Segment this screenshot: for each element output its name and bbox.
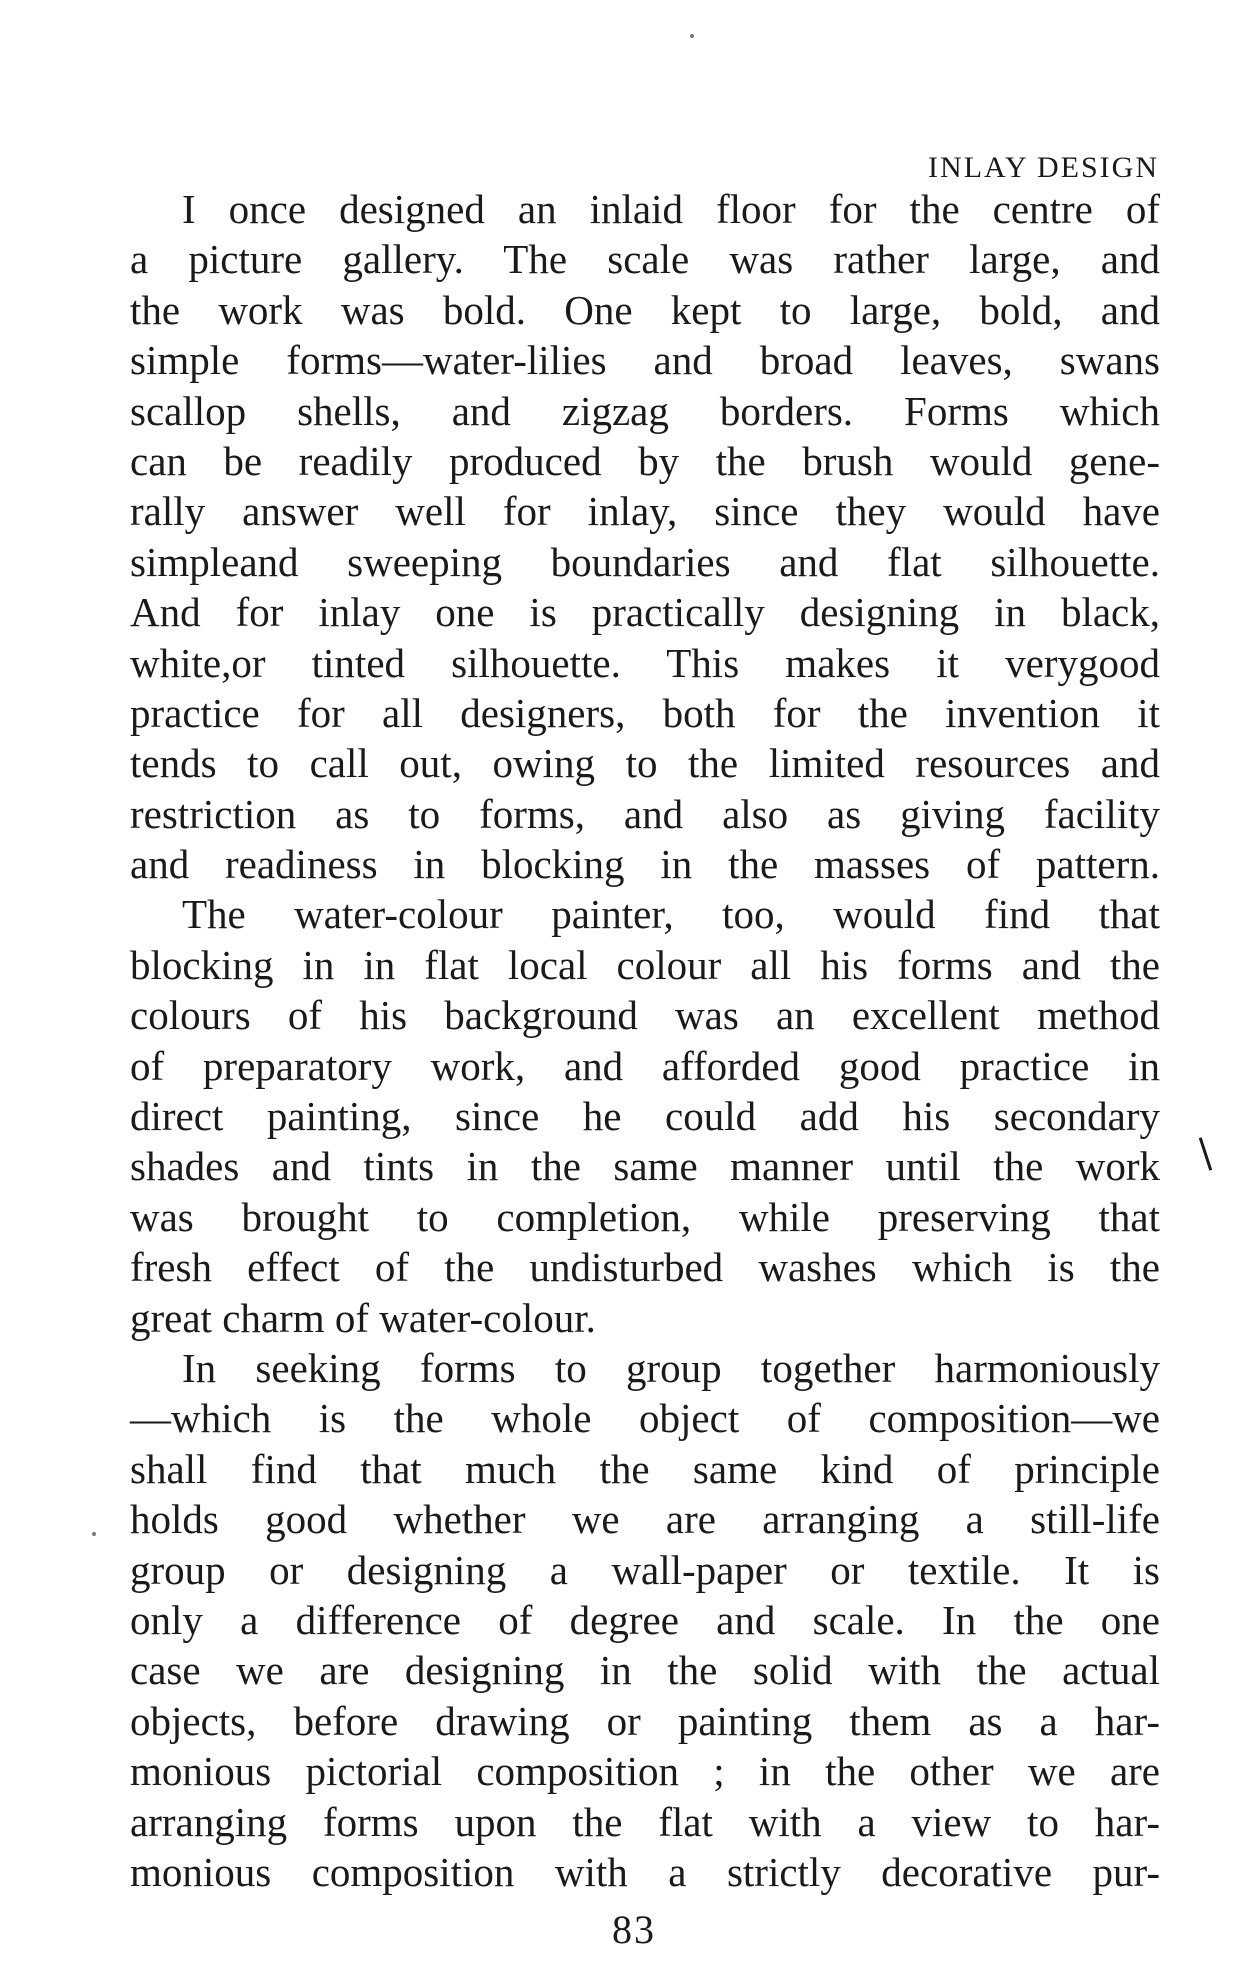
text-line: scallop shells, and zigzag borders. Forms which (130, 387, 1160, 434)
text-line: simple forms—water-lilies and broad leaves, swans (130, 337, 1160, 384)
paragraph-3 (130, 1343, 1160, 1897)
text-line: And for inlay one is practically designing in black, (130, 589, 1160, 636)
paragraph-1 (130, 184, 1160, 889)
text-line: monious pictorial composition ; in the other we are (130, 1748, 1160, 1795)
text-line: fresh effect of the undisturbed washes which is the (130, 1244, 1160, 1291)
text-line: monious composition with a strictly decorative pur- (130, 1848, 1160, 1895)
paper-speck (690, 34, 694, 38)
text-line: I once designed an inlaid floor for the centre of (182, 186, 1160, 232)
text-line: rally answer well for inlay, since they would have (130, 488, 1160, 535)
text-line: great charm of water-colour. (130, 1294, 596, 1341)
text-line: only a difference of degree and scale. In the one (130, 1596, 1160, 1643)
margin-pencil-mark (1199, 1137, 1212, 1170)
text-line: case we are designing in the solid with the actual (130, 1647, 1160, 1694)
text-line: restriction as to forms, and also as giving facility (130, 790, 1160, 837)
text-line: simpleand sweeping boundaries and flat silhouette. (130, 538, 1160, 585)
text-line: group or designing a wall-paper or textile. It is (130, 1546, 1160, 1593)
text-line: was brought to completion, while preserving that (130, 1193, 1160, 1240)
body-text (130, 184, 1160, 1897)
text-line: practice for all designers, both for the invention it (130, 689, 1160, 736)
text-line: arranging forms upon the flat with a view to har- (130, 1798, 1160, 1845)
text-line: —which is the whole object of composition—we (130, 1395, 1160, 1442)
text-line: can be readily produced by the brush would gene- (130, 437, 1160, 484)
text-line: of preparatory work, and afforded good practice in (130, 1042, 1160, 1089)
text-line: objects, before drawing or painting them as a har- (130, 1697, 1160, 1744)
text-line: holds good whether we are arranging a still-life (130, 1496, 1160, 1543)
text-line: the work was bold. One kept to large, bold, and (130, 286, 1160, 333)
text-line: shades and tints in the same manner until the work (130, 1143, 1160, 1190)
text-line: colours of his background was an excellent method (130, 992, 1160, 1039)
text-line: The water-colour painter, too, would find that (182, 891, 1160, 938)
text-line: shall find that much the same kind of principle (130, 1445, 1160, 1492)
text-line: tends to call out, owing to the limited resources and (130, 740, 1160, 787)
text-line: and readiness in blocking in the masses of pattern. (130, 841, 1160, 888)
paper-speck (92, 1532, 96, 1536)
text-line: blocking in in flat local colour all his forms and the (130, 941, 1160, 988)
text-line: a picture gallery. The scale was rather large, and (130, 236, 1160, 283)
paragraph-2 (130, 889, 1160, 1343)
running-head: INLAY DESIGN (928, 151, 1159, 184)
text-line: white,or tinted silhouette. This makes it verygood (130, 639, 1160, 686)
page-number: 83 (612, 1907, 656, 1952)
text-line: In seeking forms to group together harmoniously (182, 1344, 1160, 1391)
text-line: direct painting, since he could add his secondary (130, 1093, 1160, 1140)
